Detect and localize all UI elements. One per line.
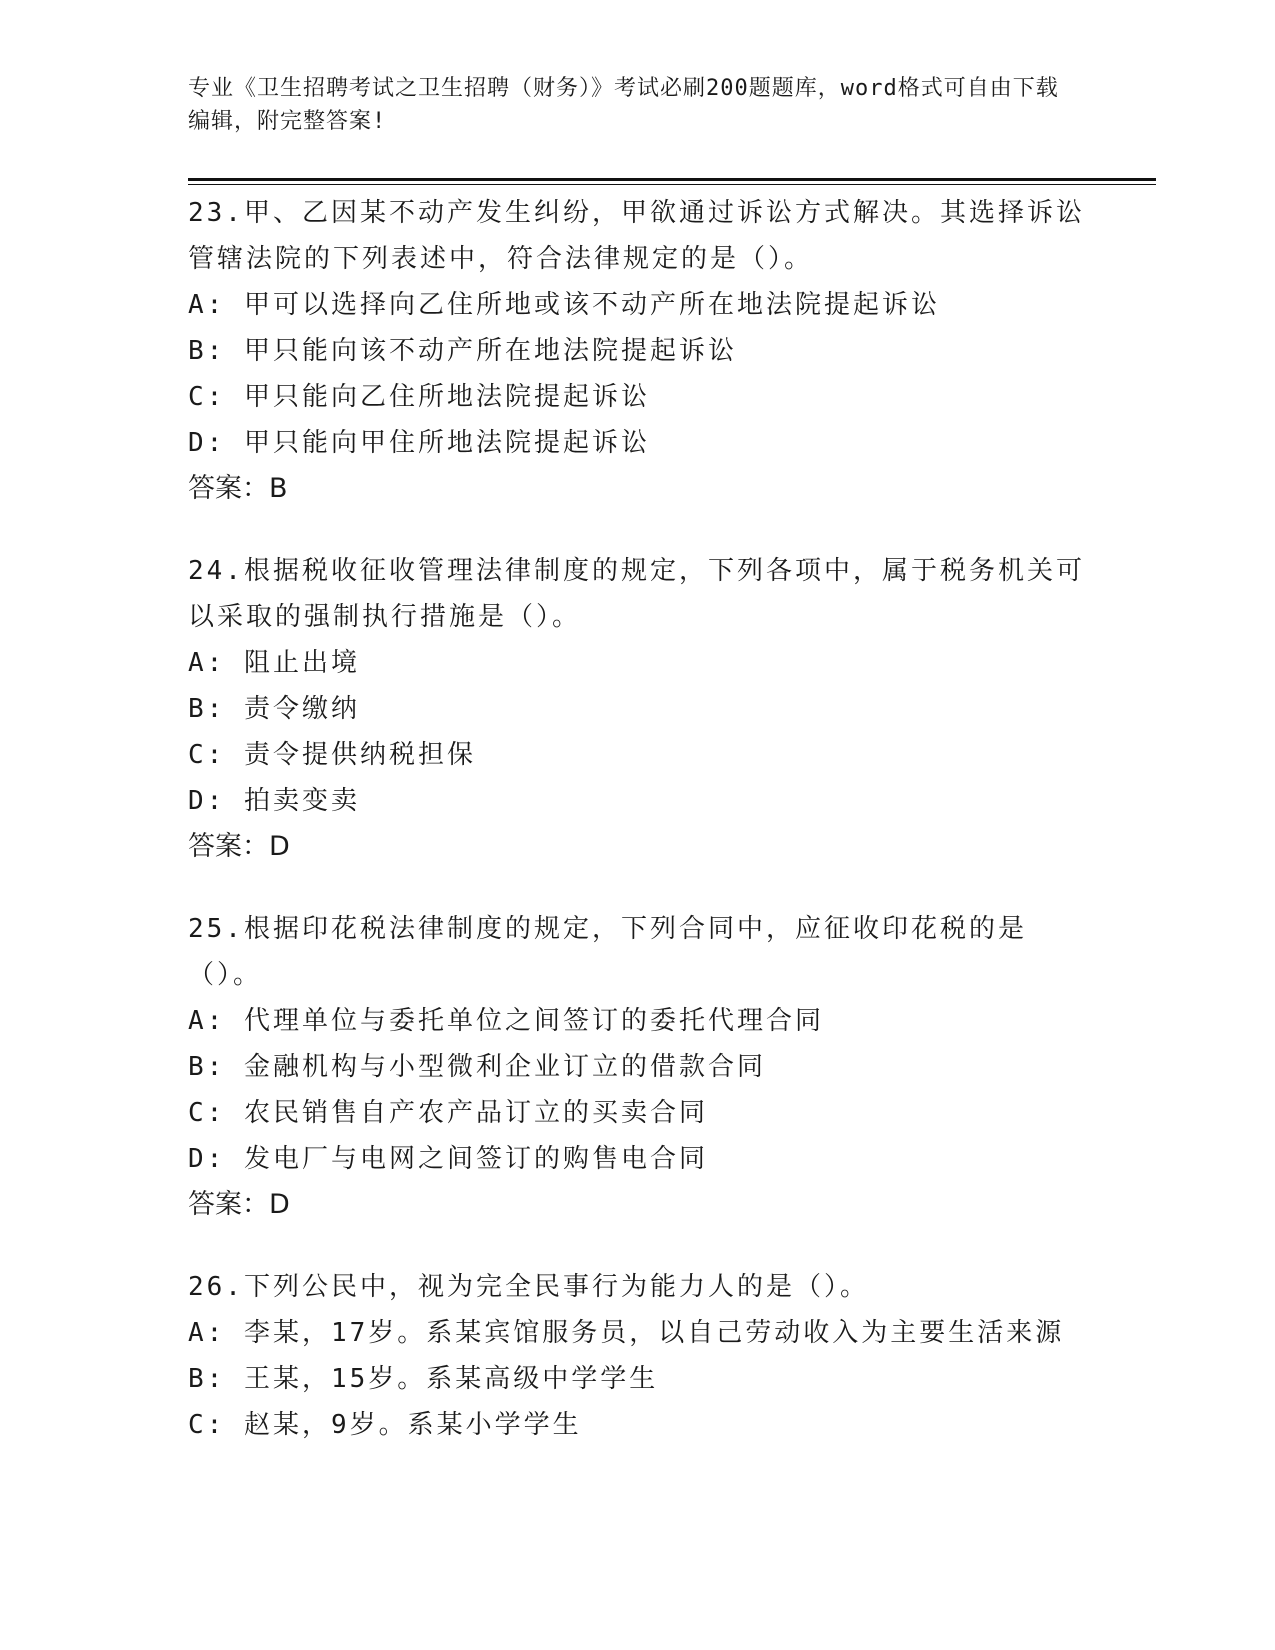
option-a: A: 甲可以选择向乙住所地或该不动产所在地法院提起诉讼 xyxy=(188,290,940,320)
option-d: D: 拍卖变卖 xyxy=(188,786,360,816)
question-list xyxy=(188,190,1088,1484)
option-b: B: 王某，15岁。系某高级中学学生 xyxy=(188,1364,659,1394)
option-a: A: 代理单位与委托单位之间签订的委托代理合同 xyxy=(188,1006,824,1036)
question-23 xyxy=(188,190,1088,512)
option-a: A: 阻止出境 xyxy=(188,648,360,678)
option-c: C: 甲只能向乙住所地法院提起诉讼 xyxy=(188,382,650,412)
option-b: B: 责令缴纳 xyxy=(188,694,360,724)
option-c: C: 赵某，9岁。系某小学学生 xyxy=(188,1410,582,1440)
option-b: B: 甲只能向该不动产所在地法院提起诉讼 xyxy=(188,336,737,366)
question-25 xyxy=(188,906,1088,1228)
option-b: B: 金融机构与小型微利企业订立的借款合同 xyxy=(188,1052,766,1082)
question-stem: 26.下列公民中，视为完全民事行为能力人的是（）。 xyxy=(188,1272,869,1302)
option-d: D: 甲只能向甲住所地法院提起诉讼 xyxy=(188,428,650,458)
header-rule-thick xyxy=(188,178,1156,181)
header-rule-thin xyxy=(188,184,1156,185)
option-a: A: 李某，17岁。系某宾馆服务员，以自己劳动收入为主要生活来源 xyxy=(188,1318,1065,1348)
answer: 答案：D xyxy=(188,1189,290,1220)
option-c: C: 责令提供纳税担保 xyxy=(188,740,476,770)
question-24 xyxy=(188,548,1088,870)
question-stem: 23.甲、乙因某不动产发生纠纷，甲欲通过诉讼方式解决。其选择诉讼管辖法院的下列表述中，符合法律规定的是（）。 xyxy=(188,198,1085,274)
question-26 xyxy=(188,1264,1088,1448)
question-stem: 25.根据印花税法律制度的规定，下列合同中，应征收印花税的是（）。 xyxy=(188,914,1027,990)
answer: 答案：B xyxy=(188,473,288,504)
answer: 答案：D xyxy=(188,831,290,862)
option-c: C: 农民销售自产农产品订立的买卖合同 xyxy=(188,1098,708,1128)
option-d: D: 发电厂与电网之间签订的购售电合同 xyxy=(188,1144,708,1174)
question-stem: 24.根据税收征收管理法律制度的规定，下列各项中，属于税务机关可以采取的强制执行措施是（）。 xyxy=(188,556,1085,632)
document-header: 专业《卫生招聘考试之卫生招聘（财务）》考试必刷200题题库，word格式可自由下载编辑，附完整答案! xyxy=(188,76,1059,134)
